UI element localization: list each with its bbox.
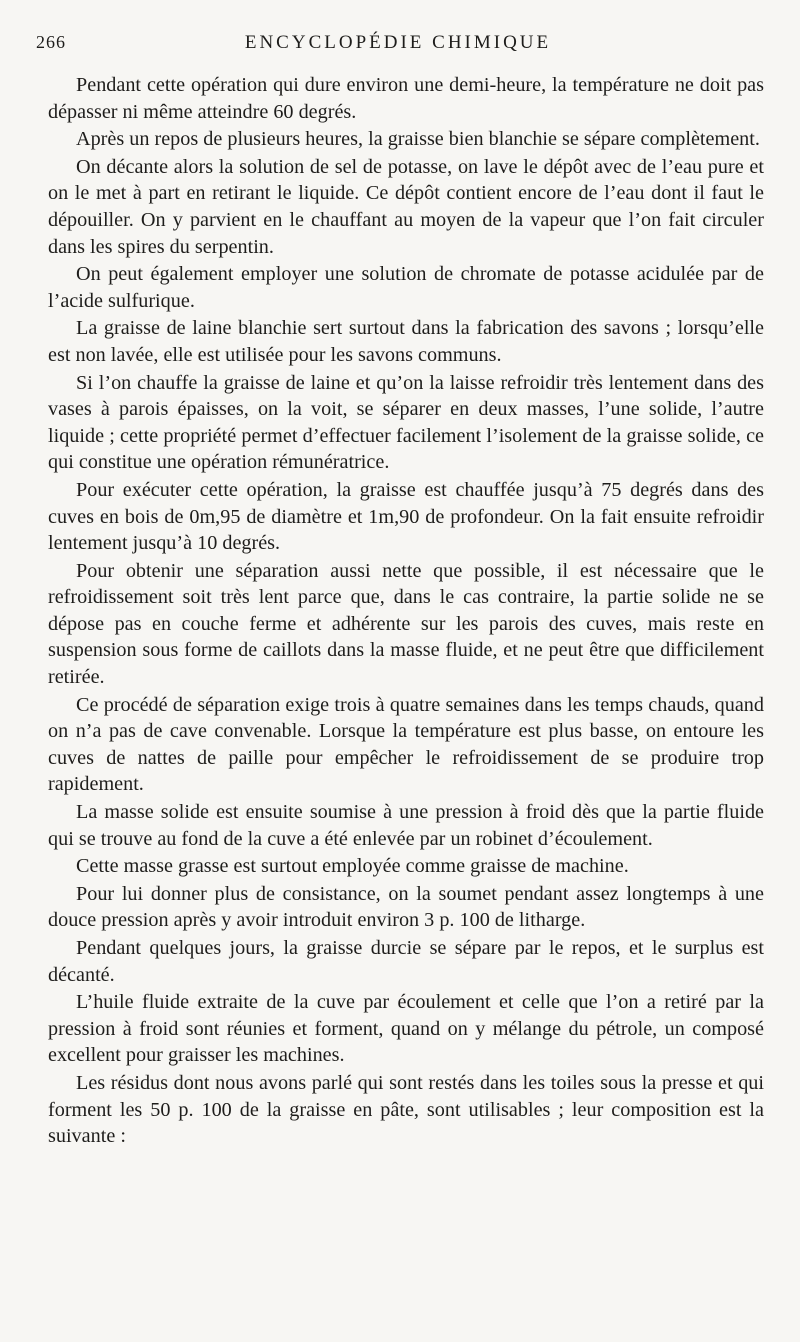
page-header xyxy=(36,32,760,62)
paragraph: Si l’on chauffe la graisse de laine et qu’on la laisse refroidir très lentement dans des vases à parois épaisses, on la voit, se séparer en deux masses, l’une solide, l’autre liquide ; cette propriété permet d’effectuer facilement l’isolement de la graisse solide, ce qui constitue une opération rémunératrice. xyxy=(48,371,764,474)
paragraph: La graisse de laine blanchie sert surtout dans la fabrication des savons ; lorsqu’elle est non lavée, elle est utilisée pour les savons communs. xyxy=(48,317,764,366)
paragraph: Après un repos de plusieurs heures, la graisse bien blanchie se sépare complètement. xyxy=(76,128,760,151)
paragraph: Pendant quelques jours, la graisse durcie se sépare par le repos, et le surplus est décanté. xyxy=(48,937,764,986)
page-number: 266 xyxy=(36,32,66,52)
paragraph: Pour lui donner plus de consistance, on la soumet pendant assez longtemps à une douce pression après y avoir introduit environ 3 p. 100 de litharge. xyxy=(48,882,764,932)
paragraph: On décante alors la solution de sel de potasse, on lave le dépôt avec de l’eau pure et on le met à part en retirant le liquide. Ce dépôt contient encore de l’eau dont il faut le dépouiller. On y parvient en le chauffant au moyen de la vapeur que l’on fait circuler dans les spires du serpentin. xyxy=(48,155,764,258)
paragraph: Pour obtenir une séparation aussi nette que possible, il est nécessaire que le refroidissement soit très lent parce que, dans le cas contraire, la partie solide ne se dépose pas en couche ferme et adhérente sur les parois des cuves, mais reste en suspension sous forme de caillots dans la masse fluide, et ne peut être que difficilement retirée. xyxy=(48,559,764,689)
body-text xyxy=(48,72,764,1151)
paragraph: L’huile fluide extraite de la cuve par écoulement et celle que l’on a retiré par la pression à froid sont réunies et forment, quand on y mélange du pétrole, un composé excellent pour graisser les machines. xyxy=(48,991,764,1067)
paragraph: Cette masse grasse est surtout employée comme graisse de machine. xyxy=(76,855,629,878)
running-title: ENCYCLOPÉDIE CHIMIQUE xyxy=(244,32,552,53)
paragraph: On peut également employer une solution de chromate de potasse acidulée par de l’acide sulfurique. xyxy=(48,263,764,312)
paragraph: Pour exécuter cette opération, la graisse est chauffée jusqu’à 75 degrés dans des cuves en bois de 0m,95 de diamètre et 1m,90 de profondeur. On la fait ensuite refroidir lentement jusqu’à 10 degrés. xyxy=(48,478,764,555)
paragraph: Pendant cette opération qui dure environ une demi-heure, la température ne doit pas dépasser ni même atteindre 60 degrés. xyxy=(48,74,764,123)
paragraph: Ce procédé de séparation exige trois à quatre semaines dans les temps chauds, quand on n’a pas de cave convenable. Lorsque la température est plus basse, on entoure les cuves de nattes de paille pour empêcher le refroidissement de se produire trop rapidement. xyxy=(48,693,764,796)
paragraph: Les résidus dont nous avons parlé qui sont restés dans les toiles sous la presse et qui forment les 50 p. 100 de la graisse en pâte, sont utilisables ; leur composition est la suivante : xyxy=(48,1071,764,1148)
paragraph: La masse solide est ensuite soumise à une pression à froid dès que la partie fluide qui se trouve au fond de la cuve a été enlevée par un robinet d’écoulement. xyxy=(48,801,764,850)
